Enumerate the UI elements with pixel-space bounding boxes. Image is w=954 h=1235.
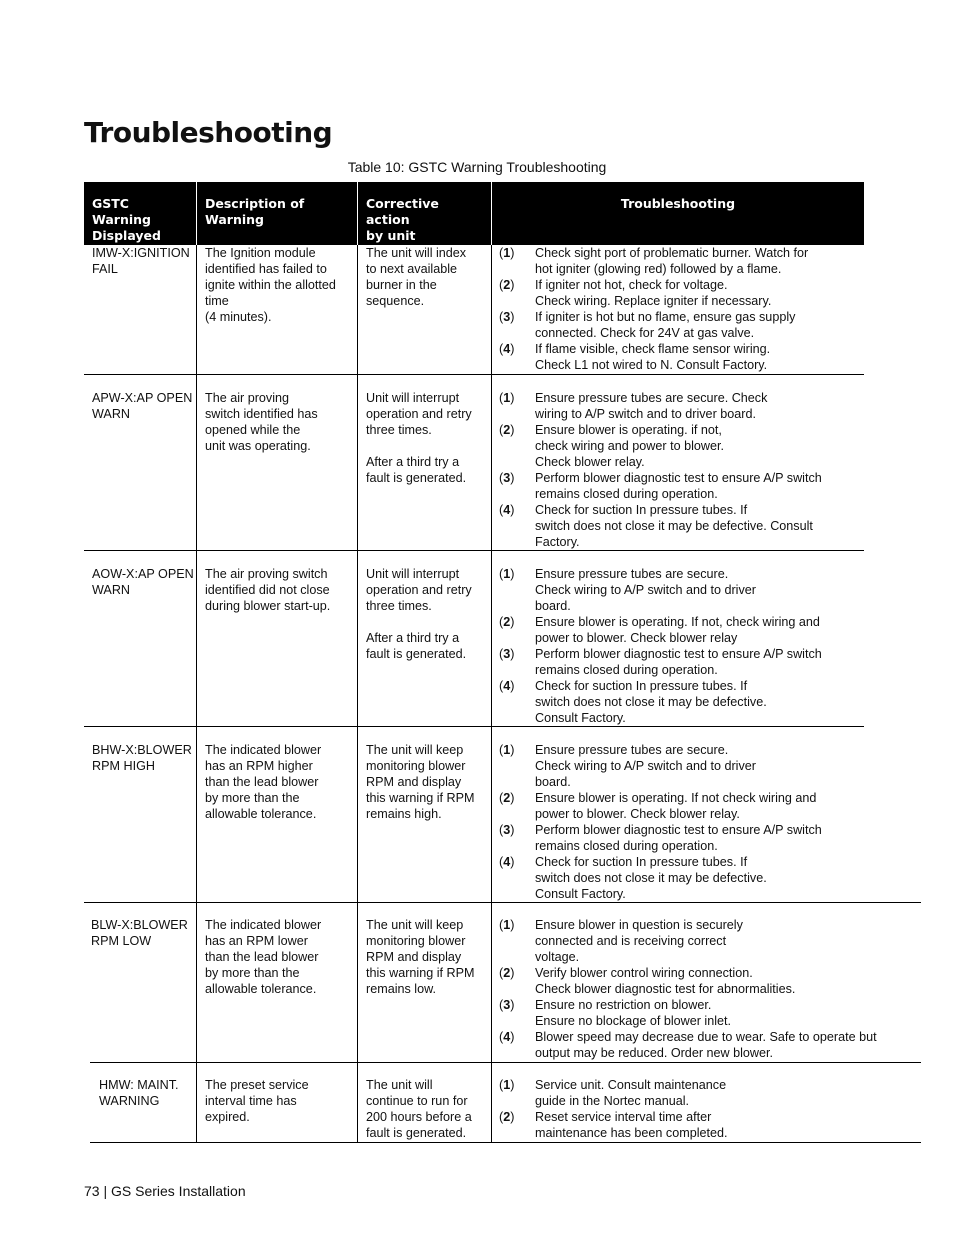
troubleshooting-step: [499, 470, 859, 502]
step-text: Ensure pressure tubes are secure. Check wiring to A/P switch and to driver board.: [535, 743, 756, 789]
warning-description: The indicated blower has an RPM higher than the lead blower by more than the allowable tolerance.: [205, 743, 322, 821]
troubleshooting-step: [499, 422, 859, 470]
warning-code: IMW-X:IGNITION FAIL: [92, 246, 190, 276]
step-number: (2): [499, 423, 515, 437]
step-number-value: 2: [503, 423, 511, 437]
step-number: (3): [499, 310, 515, 324]
step-number-value: 4: [503, 342, 511, 356]
step-number-value: 3: [503, 823, 511, 837]
troubleshooting-step: [499, 614, 859, 646]
step-number: (4): [499, 855, 515, 869]
step-text: Blower speed may decrease due to wear. Safe to operate but output may be reduced. Order new blower.: [535, 1030, 877, 1060]
troubleshooting-step: [499, 822, 859, 854]
step-number: (1): [499, 391, 515, 405]
warning-code: AOW-X:AP OPEN WARN: [92, 567, 194, 597]
corrective-action: Unit will interrupt operation and retry three times. After a third try a fault is generated.: [366, 391, 472, 485]
step-text: Ensure blower is operating. If not check wiring and power to blower. Check blower relay.: [535, 791, 817, 821]
step-number-value: 3: [503, 471, 511, 485]
header-description: Description of Warning: [197, 182, 357, 245]
step-number-value: 1: [503, 743, 511, 757]
troubleshooting-steps: [499, 917, 919, 1061]
troubleshooting-steps: [499, 742, 859, 902]
row-divider: [84, 726, 864, 727]
troubleshooting-step: [499, 917, 919, 965]
page-footer: 73 | GS Series Installation: [84, 1183, 246, 1199]
troubleshooting-steps: [499, 1077, 859, 1141]
step-number: (3): [499, 823, 515, 837]
troubleshooting-step: [499, 742, 859, 790]
step-text: Ensure blower is operating. If not, check wiring and power to blower. Check blower relay: [535, 615, 820, 645]
step-text: If igniter is hot but no flame, ensure gas supply connected. Check for 24V at gas valve.: [535, 310, 796, 340]
warning-description: The air proving switch identified did not close during blower start-up.: [205, 567, 331, 613]
troubleshooting-steps: [499, 566, 859, 726]
step-number: (2): [499, 278, 515, 292]
step-number: (4): [499, 503, 515, 517]
step-number: (1): [499, 743, 515, 757]
table-caption: Table 10: GSTC Warning Troubleshooting: [347, 159, 607, 175]
step-number: (2): [499, 966, 515, 980]
corrective-action: Unit will interrupt operation and retry three times. After a third try a fault is generated.: [366, 567, 472, 661]
step-number-value: 1: [503, 1078, 511, 1092]
step-number-value: 3: [503, 998, 511, 1012]
corrective-action: The unit will keep monitoring blower RPM and display this warning if RPM remains high.: [366, 743, 475, 821]
troubleshooting-step: [499, 1029, 919, 1061]
corrective-action: The unit will continue to run for 200 hours before a fault is generated.: [366, 1078, 472, 1140]
step-text: Perform blower diagnostic test to ensure A/P switch remains closed during operation.: [535, 823, 822, 853]
step-number-value: 2: [503, 966, 511, 980]
warning-description: The indicated blower has an RPM lower than the lead blower by more than the allowable tolerance.: [205, 918, 322, 996]
step-text: Service unit. Consult maintenance guide in the Nortec manual.: [535, 1078, 727, 1108]
header-warning-displayed: GSTC Warning Displayed: [84, 182, 196, 245]
corrective-action: The unit will index to next available burner in the sequence.: [366, 246, 467, 308]
troubleshooting-step: [499, 390, 859, 422]
step-number: (2): [499, 615, 515, 629]
step-number: (3): [499, 647, 515, 661]
step-number: (1): [499, 567, 515, 581]
step-number-value: 1: [503, 391, 511, 405]
step-number-value: 2: [503, 615, 511, 629]
header-corrective-action: Corrective action by unit: [358, 182, 491, 245]
troubleshooting-step: [499, 965, 919, 997]
row-divider: [90, 1062, 921, 1063]
step-text: If flame visible, check flame sensor wiring. Check L1 not wired to N. Consult Factory.: [535, 342, 771, 372]
warning-description: The preset service interval time has expired.: [205, 1078, 309, 1124]
step-number-value: 1: [503, 918, 511, 932]
troubleshooting-step: [499, 566, 859, 614]
column-divider: [491, 245, 492, 1142]
troubleshooting-step: [499, 1109, 859, 1141]
warning-description: The Ignition module identified has failed to ignite within the allotted time (4 minutes).: [205, 246, 336, 324]
warning-code: BHW-X:BLOWER RPM HIGH: [92, 743, 192, 773]
troubleshooting-step: [499, 502, 859, 550]
step-number-value: 1: [503, 567, 511, 581]
step-number: (2): [499, 1110, 515, 1124]
troubleshooting-step: [499, 790, 859, 822]
troubleshooting-step: [499, 341, 859, 373]
step-text: Verify blower control wiring connection. Check blower diagnostic test for abnormalities.: [535, 966, 796, 996]
header-troubleshooting: Troubleshooting: [492, 182, 864, 245]
warning-code: APW-X:AP OPEN WARN: [92, 391, 193, 421]
step-number-value: 1: [503, 246, 511, 260]
step-number-value: 3: [503, 310, 511, 324]
step-text: Reset service interval time after maintenance has been completed.: [535, 1110, 728, 1140]
troubleshooting-step: [499, 854, 859, 902]
row-divider: [84, 374, 864, 375]
troubleshooting-steps: [499, 245, 859, 373]
troubleshooting-step: [499, 1077, 859, 1109]
step-number: (2): [499, 791, 515, 805]
step-text: Check sight port of problematic burner. Watch for hot igniter (glowing red) followed by a flame.: [535, 246, 809, 276]
step-number-value: 4: [503, 679, 511, 693]
step-text: If igniter not hot, check for voltage. Check wiring. Replace igniter if necessary.: [535, 278, 772, 308]
step-number: (4): [499, 679, 515, 693]
step-number-value: 2: [503, 278, 511, 292]
step-text: Check for suction In pressure tubes. If switch does not close it may be defective. Consult Factory.: [535, 855, 767, 901]
page-title: Troubleshooting: [84, 116, 333, 149]
step-number-value: 4: [503, 503, 511, 517]
step-number: (3): [499, 998, 515, 1012]
step-text: Perform blower diagnostic test to ensure A/P switch remains closed during operation.: [535, 647, 822, 677]
warning-description: The air proving switch identified has opened while the unit was operating.: [205, 391, 318, 453]
step-text: Check for suction In pressure tubes. If switch does not close it may be defective. Consult Factory.: [535, 503, 813, 549]
step-number: (3): [499, 471, 515, 485]
step-text: Ensure pressure tubes are secure. Check wiring to A/P switch and to driver board.: [535, 391, 768, 421]
column-divider: [196, 245, 197, 1142]
step-text: Ensure no restriction on blower. Ensure no blockage of blower inlet.: [535, 998, 732, 1028]
step-number: (1): [499, 918, 515, 932]
step-text: Ensure blower is operating. if not, check wiring and power to blower. Check blower relay.: [535, 423, 725, 469]
step-number: (4): [499, 1030, 515, 1044]
step-text: Perform blower diagnostic test to ensure A/P switch remains closed during operation.: [535, 471, 822, 501]
step-number-value: 2: [503, 1110, 511, 1124]
warning-code: BLW-X:BLOWER RPM LOW: [91, 918, 188, 948]
step-number: (1): [499, 246, 515, 260]
troubleshooting-step: [499, 646, 859, 678]
troubleshooting-steps: [499, 390, 859, 550]
warning-code: HMW: MAINT. WARNING: [99, 1078, 179, 1108]
row-divider: [84, 550, 864, 551]
row-divider: [84, 902, 921, 903]
row-divider: [90, 1142, 921, 1143]
column-divider: [357, 245, 358, 1142]
step-text: Ensure blower in question is securely connected and is receiving correct voltage.: [535, 918, 743, 964]
step-number-value: 2: [503, 791, 511, 805]
step-number: (4): [499, 342, 515, 356]
troubleshooting-step: [499, 997, 919, 1029]
troubleshooting-step: [499, 245, 859, 277]
step-number-value: 3: [503, 647, 511, 661]
step-text: Ensure pressure tubes are secure. Check wiring to A/P switch and to driver board.: [535, 567, 756, 613]
troubleshooting-step: [499, 678, 859, 726]
step-number-value: 4: [503, 1030, 511, 1044]
troubleshooting-step: [499, 309, 859, 341]
troubleshooting-step: [499, 277, 859, 309]
step-number-value: 4: [503, 855, 511, 869]
step-number: (1): [499, 1078, 515, 1092]
step-text: Check for suction In pressure tubes. If switch does not close it may be defective. Consult Factory.: [535, 679, 767, 725]
corrective-action: The unit will keep monitoring blower RPM and display this warning if RPM remains low.: [366, 918, 475, 996]
